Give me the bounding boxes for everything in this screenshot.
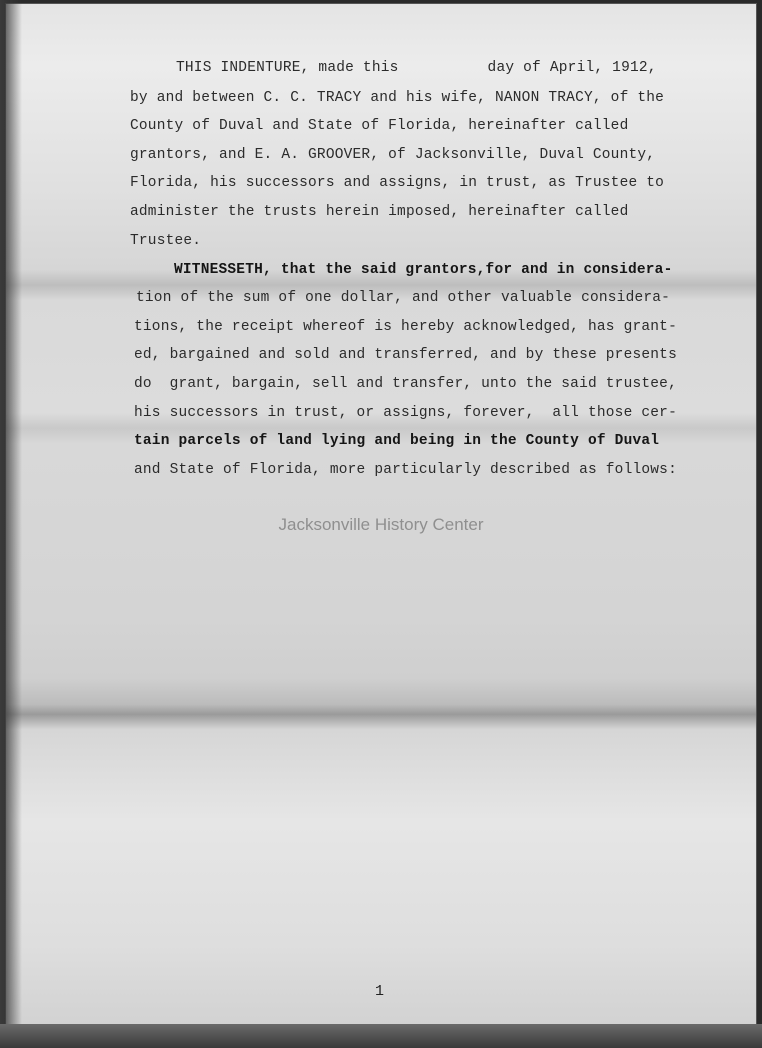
page-number: 1 (375, 983, 385, 1000)
text-line: his successors in trust, or assigns, forever, all those cer- (134, 405, 677, 421)
text-line: tions, the receipt whereof is hereby acknowledged, has grant- (134, 319, 677, 335)
text-line: tion of the sum of one dollar, and other valuable considera- (136, 290, 671, 306)
text-line: tain parcels of land lying and being in the County of Duval (134, 433, 660, 449)
text-line: administer the trusts herein imposed, hereinafter called (130, 204, 629, 220)
text-line: Florida, his successors and assigns, in trust, as Trustee to (130, 175, 665, 191)
watermark: Jacksonville History Center (278, 515, 484, 534)
text-line: County of Duval and State of Florida, hereinafter called (130, 118, 629, 134)
text-line: WITNESSETH, that the said grantors,for and in considera- (174, 262, 673, 278)
text-line: Trustee. (130, 233, 202, 249)
text-line: do grant, bargain, sell and transfer, unto the said trustee, (134, 376, 677, 392)
text-line: grantors, and E. A. GROOVER, of Jacksonville, Duval County, (130, 147, 656, 163)
scan-bottom-edge (0, 1024, 762, 1048)
text-line: by and between C. C. TRACY and his wife, NANON TRACY, of the (130, 90, 665, 106)
text-line: ed, bargained and sold and transferred, and by these presents (134, 347, 677, 363)
text-line: and State of Florida, more particularly described as follows: (134, 462, 677, 478)
text-line: THIS INDENTURE, made this day of April, 1912, (176, 60, 657, 76)
